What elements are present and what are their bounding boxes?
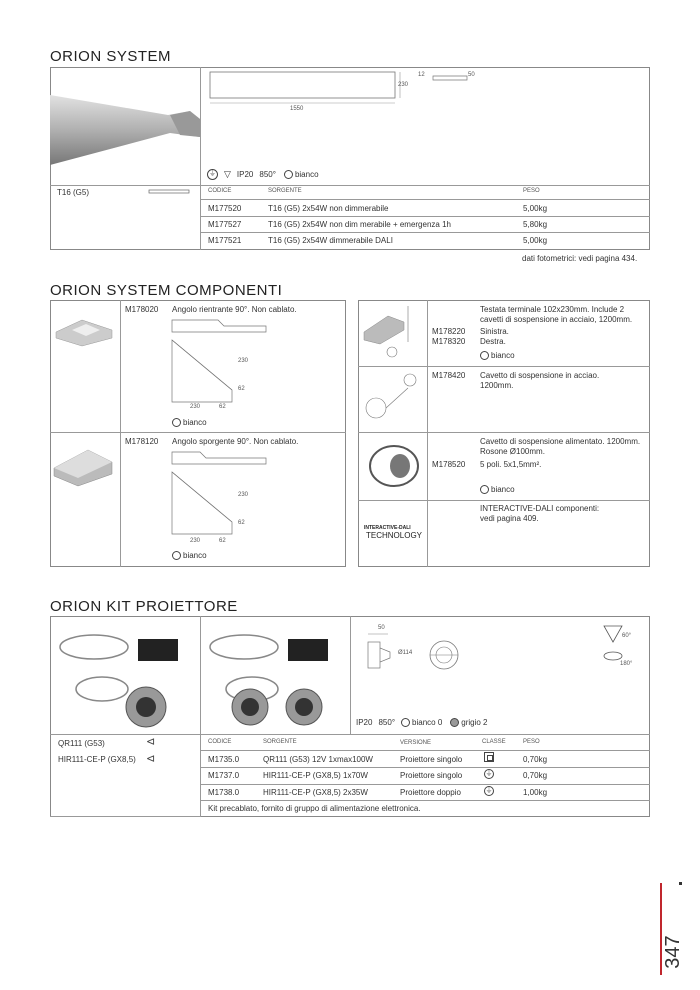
section-title-orion-componenti: ORION SYSTEM COMPONENTI — [50, 282, 283, 299]
col-header-weight: PESO — [523, 188, 540, 194]
table-row-weight: 1,00kg — [523, 788, 548, 797]
interactive-dali-logo-sub: TECHNOLOGY — [366, 531, 423, 540]
table-row-weight: 5,00kg — [523, 236, 548, 245]
color-label: bianco — [491, 351, 515, 360]
table-row-code: M177520 — [208, 204, 242, 213]
table-row-code: M177521 — [208, 236, 242, 245]
color-swatch-grey — [450, 718, 459, 727]
bulb-hir111-icon: ⊲ — [146, 753, 156, 765]
component-code: M178520 — [432, 460, 466, 469]
lamp-type: T16 (G5) — [57, 188, 90, 197]
component-desc: Testata terminale 102x230mm. Include 2 — [480, 305, 625, 314]
dim-right: 50 — [468, 72, 475, 78]
rotation-angle: 180° — [620, 661, 633, 667]
component-variant: Sinistra. — [480, 327, 509, 336]
table-row-version: Proiettore singolo — [400, 755, 463, 764]
photometric-note: dati fotometrici: vedi pagina 434. — [522, 254, 638, 263]
component-code: M178120 — [125, 437, 159, 446]
component-desc: 5 poli. 5x1,5mm². — [480, 460, 542, 469]
earth-class-icon: ⏚ — [485, 787, 493, 794]
dim-diameter: Ø114 — [398, 650, 413, 656]
color-swatch-white — [401, 718, 410, 727]
dim-label: 62 — [238, 520, 245, 526]
table-row-version: Proiettore singolo — [400, 771, 463, 780]
orion-system-dimension-drawing — [205, 70, 495, 125]
spec-row-kit — [356, 718, 488, 727]
dim-label: 62 — [238, 386, 245, 392]
component-code: M178220 — [432, 327, 466, 336]
component-desc: Cavetto di sospensione alimentato. 1200mm. — [480, 437, 641, 446]
component-desc: 1200mm. — [480, 381, 514, 390]
table-row-code: M177527 — [208, 220, 242, 229]
lamp-type: HIR111-CE-P (GX8,5) — [58, 755, 136, 764]
dim-label: 230 — [190, 404, 201, 410]
outer-corner-drawing — [170, 450, 270, 550]
color-swatch-white — [480, 351, 489, 360]
earth-class-icon: ⏚ — [207, 169, 218, 180]
col-header-weight: PESO — [523, 739, 540, 745]
section-title-orion-kit: ORION KIT PROIETTORE — [50, 598, 238, 615]
dim-label: 230 — [238, 492, 249, 498]
component-desc: Rosone Ø100mm. — [480, 447, 545, 456]
component-desc: cavetti di sospensione in acciaio, 1200mm. — [480, 315, 633, 324]
color-label: bianco 0 — [412, 718, 443, 727]
lamp-type: QR111 (G53) — [58, 739, 105, 748]
inner-corner-image — [52, 310, 118, 350]
page-dot — [679, 882, 682, 885]
glow-wire-temp: 850° — [378, 718, 396, 727]
color-swatch-white — [284, 170, 293, 179]
end-cap-image — [360, 302, 426, 364]
col-header-class: CLASSE — [482, 739, 506, 745]
t16-tube-icon — [148, 189, 190, 195]
outer-corner-image — [52, 440, 118, 490]
kit-double-projector-image — [204, 625, 346, 730]
color-label: grigio 2 — [461, 718, 488, 727]
component-code: M178320 — [432, 337, 466, 346]
color-label: bianco — [491, 485, 515, 494]
table-row-code: M1738.0 — [208, 788, 240, 797]
dali-note: INTERACTIVE-DALI componenti: — [480, 504, 600, 513]
color-label: bianco — [183, 418, 207, 427]
table-row-weight: 5,80kg — [523, 220, 548, 229]
orion-system-product-image — [50, 85, 200, 177]
section-title-orion-system: ORION SYSTEM — [50, 48, 172, 65]
color-label: bianco — [294, 170, 319, 179]
table-row-source: HIR111-CE-P (GX8,5) 2x35W — [263, 788, 368, 797]
component-desc: Angolo sporgente 90°. Non cablato. — [172, 437, 299, 446]
table-row-weight: 0,70kg — [523, 755, 548, 764]
class-ii-icon — [484, 752, 494, 762]
col-header-source: SORGENTE — [263, 739, 297, 745]
component-desc: Angolo rientrante 90°. Non cablato. — [172, 305, 297, 314]
component-variant: Destra. — [480, 337, 506, 346]
spec-row-orion-system — [207, 169, 319, 180]
table-row-code: M1735.0 — [208, 755, 240, 764]
component-desc: Cavetto di sospensione in acciao. — [480, 371, 600, 380]
table-row-source: T16 (G5) 2x54W non dim merabile + emergenza 1h — [268, 220, 451, 229]
table-row-version: Proiettore doppio — [400, 788, 461, 797]
table-row-source: T16 (G5) 2x54W non dimmerabile — [268, 204, 389, 213]
col-header-code: CODICE — [208, 188, 232, 194]
suspension-cable-image — [360, 368, 426, 430]
table-row-weight: 0,70kg — [523, 771, 548, 780]
dim-label: 62 — [219, 538, 226, 544]
table-row-source: T16 (G5) 2x54W dimmerabile DALI — [268, 236, 393, 245]
dali-note-page: vedi pagina 409. — [480, 514, 539, 523]
color-label: bianco — [183, 551, 207, 560]
kit-note: Kit precablato, fornito di gruppo di alimentazione elettronica. — [208, 804, 421, 813]
table-row-code: M1737.0 — [208, 771, 240, 780]
dim-length: 1550 — [290, 106, 304, 112]
component-code: M178420 — [432, 371, 466, 380]
ip-rating: IP20 — [356, 718, 373, 727]
powered-cable-image — [360, 436, 426, 498]
color-swatch-white — [480, 485, 489, 494]
ip-rating: IP20 — [236, 170, 254, 179]
page-number: 347 — [662, 935, 684, 969]
dim-label: 62 — [219, 404, 226, 410]
col-header-version: VERSIONE — [400, 740, 432, 746]
col-header-code: CODICE — [208, 739, 232, 745]
dim-top: 50 — [378, 625, 385, 631]
table-row-source: QR111 (G53) 12V 1xmax100W — [263, 755, 373, 764]
interactive-dali-logo: INTERACTIVE-DALI — [364, 525, 411, 531]
bulb-qr111-icon: ⊲ — [146, 736, 156, 748]
tilt-angle: 60° — [622, 633, 632, 639]
table-row-weight: 5,00kg — [523, 204, 548, 213]
dim-height: 230 — [398, 82, 409, 88]
dim-label: 230 — [190, 538, 201, 544]
component-code: M178020 — [125, 305, 159, 314]
color-swatch-white — [172, 551, 181, 560]
kit-single-projector-image — [54, 625, 196, 730]
dim-top: 12 — [418, 72, 425, 78]
color-swatch-white — [172, 418, 181, 427]
inner-corner-drawing — [170, 318, 270, 418]
table-row-source: HIR111-CE-P (GX8,5) 1x70W — [263, 771, 368, 780]
glow-wire-temp: 850° — [259, 170, 276, 179]
f-mark-icon: ▽ — [224, 169, 231, 179]
earth-class-icon: ⏚ — [485, 770, 493, 777]
dim-label: 230 — [238, 358, 249, 364]
col-header-source: SORGENTE — [268, 188, 302, 194]
